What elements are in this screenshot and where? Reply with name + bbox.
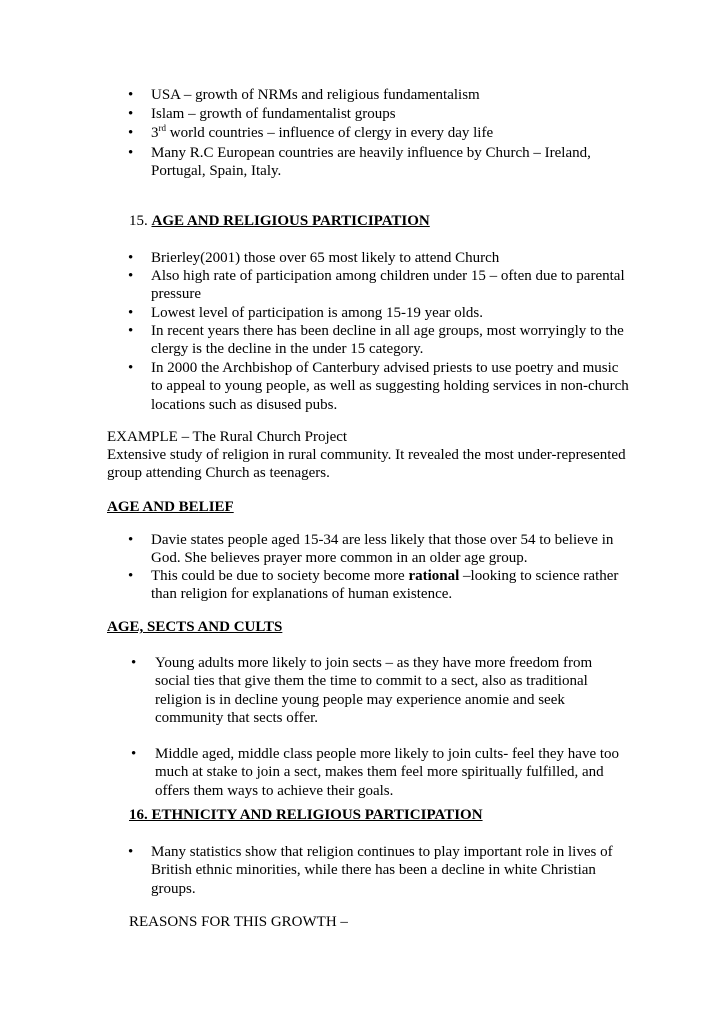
section-heading-age-belief: AGE AND BELIEF [107, 499, 234, 515]
list-item-text: Davie states people aged 15-34 are less likely that those over 54 to believe in God. She believes prayer more common in an older age group. [151, 532, 614, 567]
bullet-icon: • [128, 250, 134, 266]
bullet-icon: • [128, 268, 134, 284]
list-item-text: Lowest level of participation is among 15-19 year olds. [151, 305, 483, 321]
example-text-line: group attending Church as teenagers. [107, 465, 330, 481]
emphasis-rational: rational [408, 568, 460, 584]
section-heading-15: 15. AGE AND RELIGIOUS PARTICIPATION [129, 213, 430, 229]
list-item-text: In 2000 the Archbishop of Canterbury advised priests to use poetry and music to appeal to young people, as well as suggesting holding services in non-church locations such as disused pubs. [151, 360, 629, 413]
list-item-text: In recent years there has been decline in all age groups, most worryingly to the clergy is the decline in the under 15 category. [151, 323, 624, 358]
list-item-text: USA – growth of NRMs and religious fundamentalism [151, 87, 480, 103]
list-item-text: 3rd world countries – influence of clergy in every day life [151, 123, 494, 141]
reasons-heading: REASONS FOR THIS GROWTH – [129, 914, 348, 930]
bullet-icon: • [131, 655, 137, 671]
section-heading-16: 16. ETHNICITY AND RELIGIOUS PARTICIPATION [129, 807, 483, 823]
bullet-icon: • [128, 844, 134, 860]
example-title: EXAMPLE – The Rural Church Project [107, 429, 348, 445]
list-item-text: Also high rate of participation among children under 15 – often due to parental pressure [151, 268, 625, 303]
bullet-icon: • [128, 532, 134, 548]
example-text-line: Extensive study of religion in rural community. It revealed the most under-represented [107, 447, 626, 463]
list-item-text: This could be due to society become more rational –looking to science rather than religion for explanations of human existence. [151, 568, 619, 603]
bullet-icon: • [128, 106, 134, 122]
list-item-text: Brierley(2001) those over 65 most likely to attend Church [151, 250, 500, 266]
list-item-text: Islam – growth of fundamentalist groups [151, 106, 396, 122]
list-item-text: Middle aged, middle class people more likely to join cults- feel they have too much at stake to join a sect, makes them feel more spiritually fulfilled, and offers them ways to achieve their goals. [155, 746, 620, 799]
list-item-text: Many R.C European countries are heavily influence by Church – Ireland, Portugal, Spain, Italy. [151, 145, 591, 180]
bullet-icon: • [128, 360, 134, 376]
list-item-text: Many statistics show that religion continues to play important role in lives of British ethnic minorities, while there has been a decline in white Christian groups. [151, 844, 613, 897]
bullet-icon: • [128, 145, 134, 161]
bullet-icon: • [128, 305, 134, 321]
bullet-icon: • [128, 568, 134, 584]
bullet-icon: • [128, 125, 134, 141]
bullet-icon: • [128, 323, 134, 339]
list-item-text: Young adults more likely to join sects – as they have more freedom from social ties that give them the time to commit to a sect, also as traditional religion is in decline young people may experience anomie and seek community that sects offer. [155, 655, 593, 727]
section-heading-sects-cults: AGE, SECTS AND CULTS [107, 619, 283, 635]
bullet-icon: • [131, 746, 137, 762]
bullet-icon: • [128, 87, 134, 103]
